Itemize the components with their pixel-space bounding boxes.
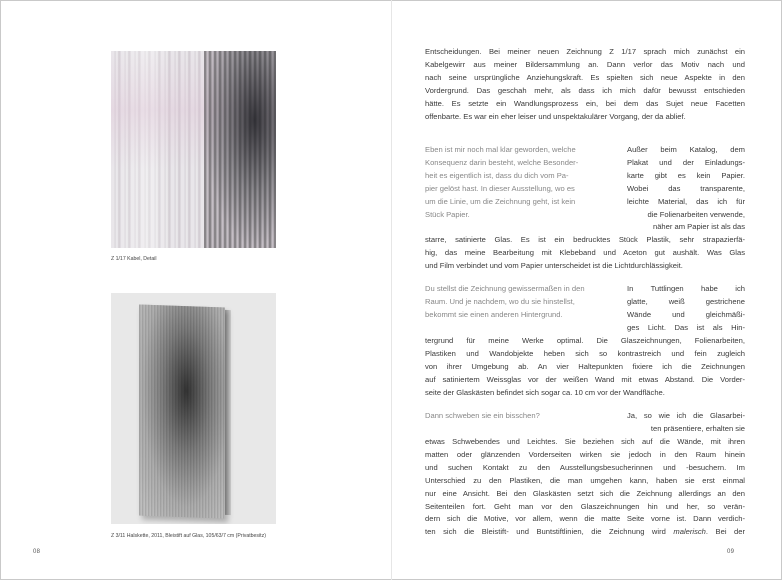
interview-answer-1-side: Außer beim Katalog, dem Plakat und der Einladungs- karte gibt es kein Papier. Wobei das transparente, leichte Material, das ich für die Folienarbeiten verwende, näher am Papier ist als das xyxy=(627,145,745,232)
interview-question-2: Du stellst die Zeichnung gewissermaßen in den Raum. Und je nachdem, wo du sie hinstellst, bekommt sie einen anderen Hintergrund. xyxy=(425,284,585,319)
interview-question-3: Dann schweben sie ein bisschen? xyxy=(425,411,540,420)
artwork-image-halskette xyxy=(111,293,276,524)
paragraph-intro: Entscheidungen. Bei meiner neuen Zeichnung Z 1/17 sprach mich zunächst ein Kabelgewirr aus meiner Bildersammlung an. Dann verlor das Motiv nach und nach seine ursprüngliche Anziehungskraft. Es spielten sich neue Aspekte in den Vordergrund. Das geschah mehr, als dass ich mich dafür bewusst entschieden hätte. Es setzte ein Wandlungsprozess ein, bei dem das Sujet neue Facetten offenbarte. Es war ein eher leiser und unspektakulärer Vorgang, der da ablief. xyxy=(425,47,745,121)
interview-answer-2: tergrund für meine Werke optimal. Die Glaszeichnungen, Folienarbeiten, Plastiken und Wandobjekte heben sich so kontrastreich und fein zugleich von ihrer Umgebung ab. An vier Haltepunkten fixiere ich die Zeichnungen auf satiniertem Weissglas vor der weißen Wand mit etwas Abstand. Die Vorder- seite der Glaskästen befindet sich sogar ca. 10 cm vor der Wandfläche. xyxy=(425,336,745,397)
interview-answer-1: starre, satinierte Glas. Es ist ein bedrucktes Stück Plastik, sehr strapazierfä- hig, das meine Bearbeitung mit Klebeband und Aceton gut aushält. Was Glas und Film verbindet und vom Papier unterscheidet ist die Lichtdurchlässigkeit. xyxy=(425,235,745,270)
image-caption-2: Z 3/11 Halskette, 2011, Bleistift auf Glas, 105/63/7 cm (Privatbesitz) xyxy=(111,533,266,539)
interview-answer-3-side: Ja, so wie ich die Glasarbei- ten präsentiere, erhalten sie xyxy=(627,411,745,433)
image-caption-1: Z 1/17 Kabel, Detail xyxy=(111,256,157,262)
interview-answer-3: etwas Schwebendes und Leichtes. Sie beziehen sich auf die Wände, mit ihren matten oder glänzenden Vorderseiten wirken sie jedoch in den Raum hinein und suchen Kontakt zu den Ausstellungsbesucherinnen und -besuchern. Im Unterschied zu den Plastiken, die man umgehen kann, haben sie erst einmal nur eine Ansicht. Bei den Glaskästen setzt sich die Zeichnung allerdings an den Seitenteilen fort. Geht man vor den Glaszeichnungen hin und her, so verän- dern sich die Motive, vor allem, wenn die matte Seite vorne ist. Dann verdich- ten sich die Bleistift- und Buntstiftlinien, die Zeichnung wird malerisch. Bei der xyxy=(425,437,746,537)
page-number-left: 08 xyxy=(33,549,41,555)
book-spine xyxy=(391,0,392,580)
artwork-image-kabel-detail xyxy=(111,51,276,248)
page-number-right: 09 xyxy=(727,549,735,555)
interview-answer-2-side: In Tuttlingen habe ich glatte, weiß gestrichene Wände und gleichmäßi- ges Licht. Das ist als Hin- xyxy=(627,284,745,332)
interview-question-1: Eben ist mir noch mal klar geworden, welche Konsequenz darin besteht, welche Besonder- heit es eigentlich ist, dass du dich vom Pa- pier gelöst hast. In dieser Ausstellung, wo es um die Linie, um die Zeichnung geht, ist kein Stück Papier. xyxy=(425,145,579,219)
